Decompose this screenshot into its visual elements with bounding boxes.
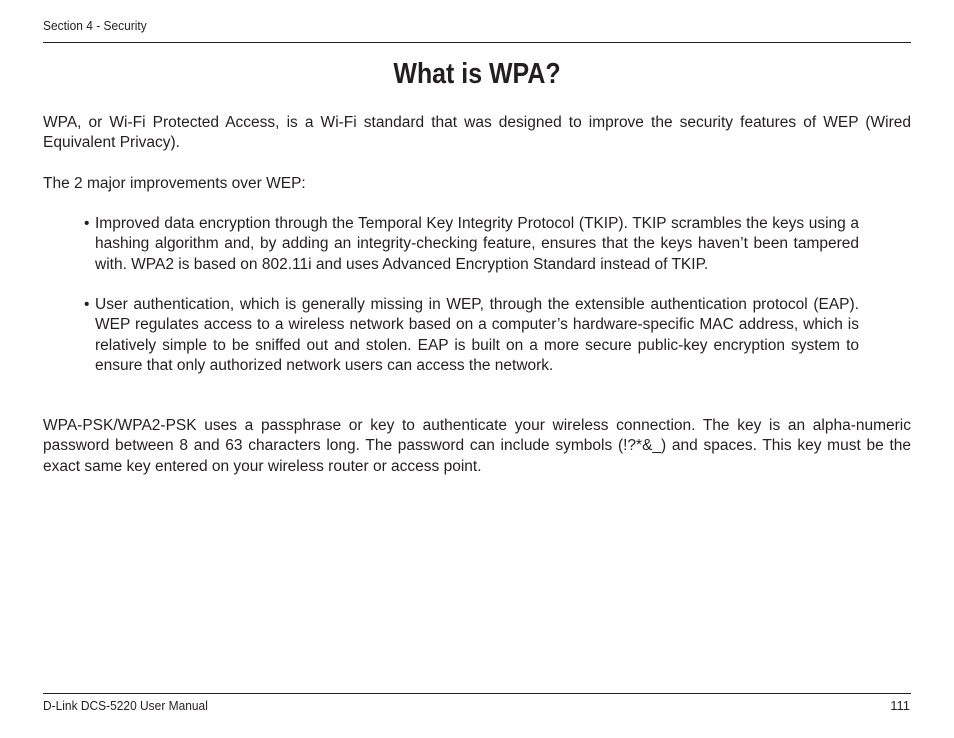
page-title: What is WPA? bbox=[393, 58, 561, 90]
page-number: 111 bbox=[890, 698, 910, 713]
section-header: Section 4 - Security bbox=[43, 18, 147, 33]
bullet-text: Improved data encryption through the Temporal Key Integrity Protocol (TKIP). TKIP scrambles the keys using a hashing algorithm and, by adding an integrity-checking feature, ensures that the keys haven’t been tampered with. WPA2 is based on 802.11i and uses Advanced Encryption Standard instead of TKIP. bbox=[95, 215, 859, 273]
manual-name: D-Link DCS-5220 User Manual bbox=[43, 698, 208, 713]
bullet-item-tkip bbox=[84, 214, 859, 275]
bullet-glyph: • bbox=[84, 296, 90, 313]
improvements-lead: The 2 major improvements over WEP: bbox=[43, 175, 306, 192]
bullet-glyph: • bbox=[84, 215, 90, 232]
bullet-text: User authentication, which is generally missing in WEP, through the extensible authentication protocol (EAP). WEP regulates access to a wireless network based on a computer’s hardware-specific MAC address, which is relatively simple to be sniffed out and stolen. EAP is built on a more secure public-key encryption system to ensure that only authorized network users can access the network. bbox=[95, 296, 859, 374]
psk-paragraph: WPA-PSK/WPA2-PSK uses a passphrase or key to authenticate your wireless connection. The key is an alpha-numeric password between 8 and 63 characters long. The password can include symbols (!?*&_) and spaces. This key must be the exact same key entered on your wireless router or access point. bbox=[43, 417, 911, 475]
bullet-item-eap bbox=[84, 295, 859, 376]
intro-paragraph: WPA, or Wi-Fi Protected Access, is a Wi-Fi standard that was designed to improve the security features of WEP (Wired Equivalent Privacy). bbox=[43, 114, 911, 152]
footer-divider bbox=[43, 693, 911, 694]
header-divider bbox=[43, 42, 911, 43]
